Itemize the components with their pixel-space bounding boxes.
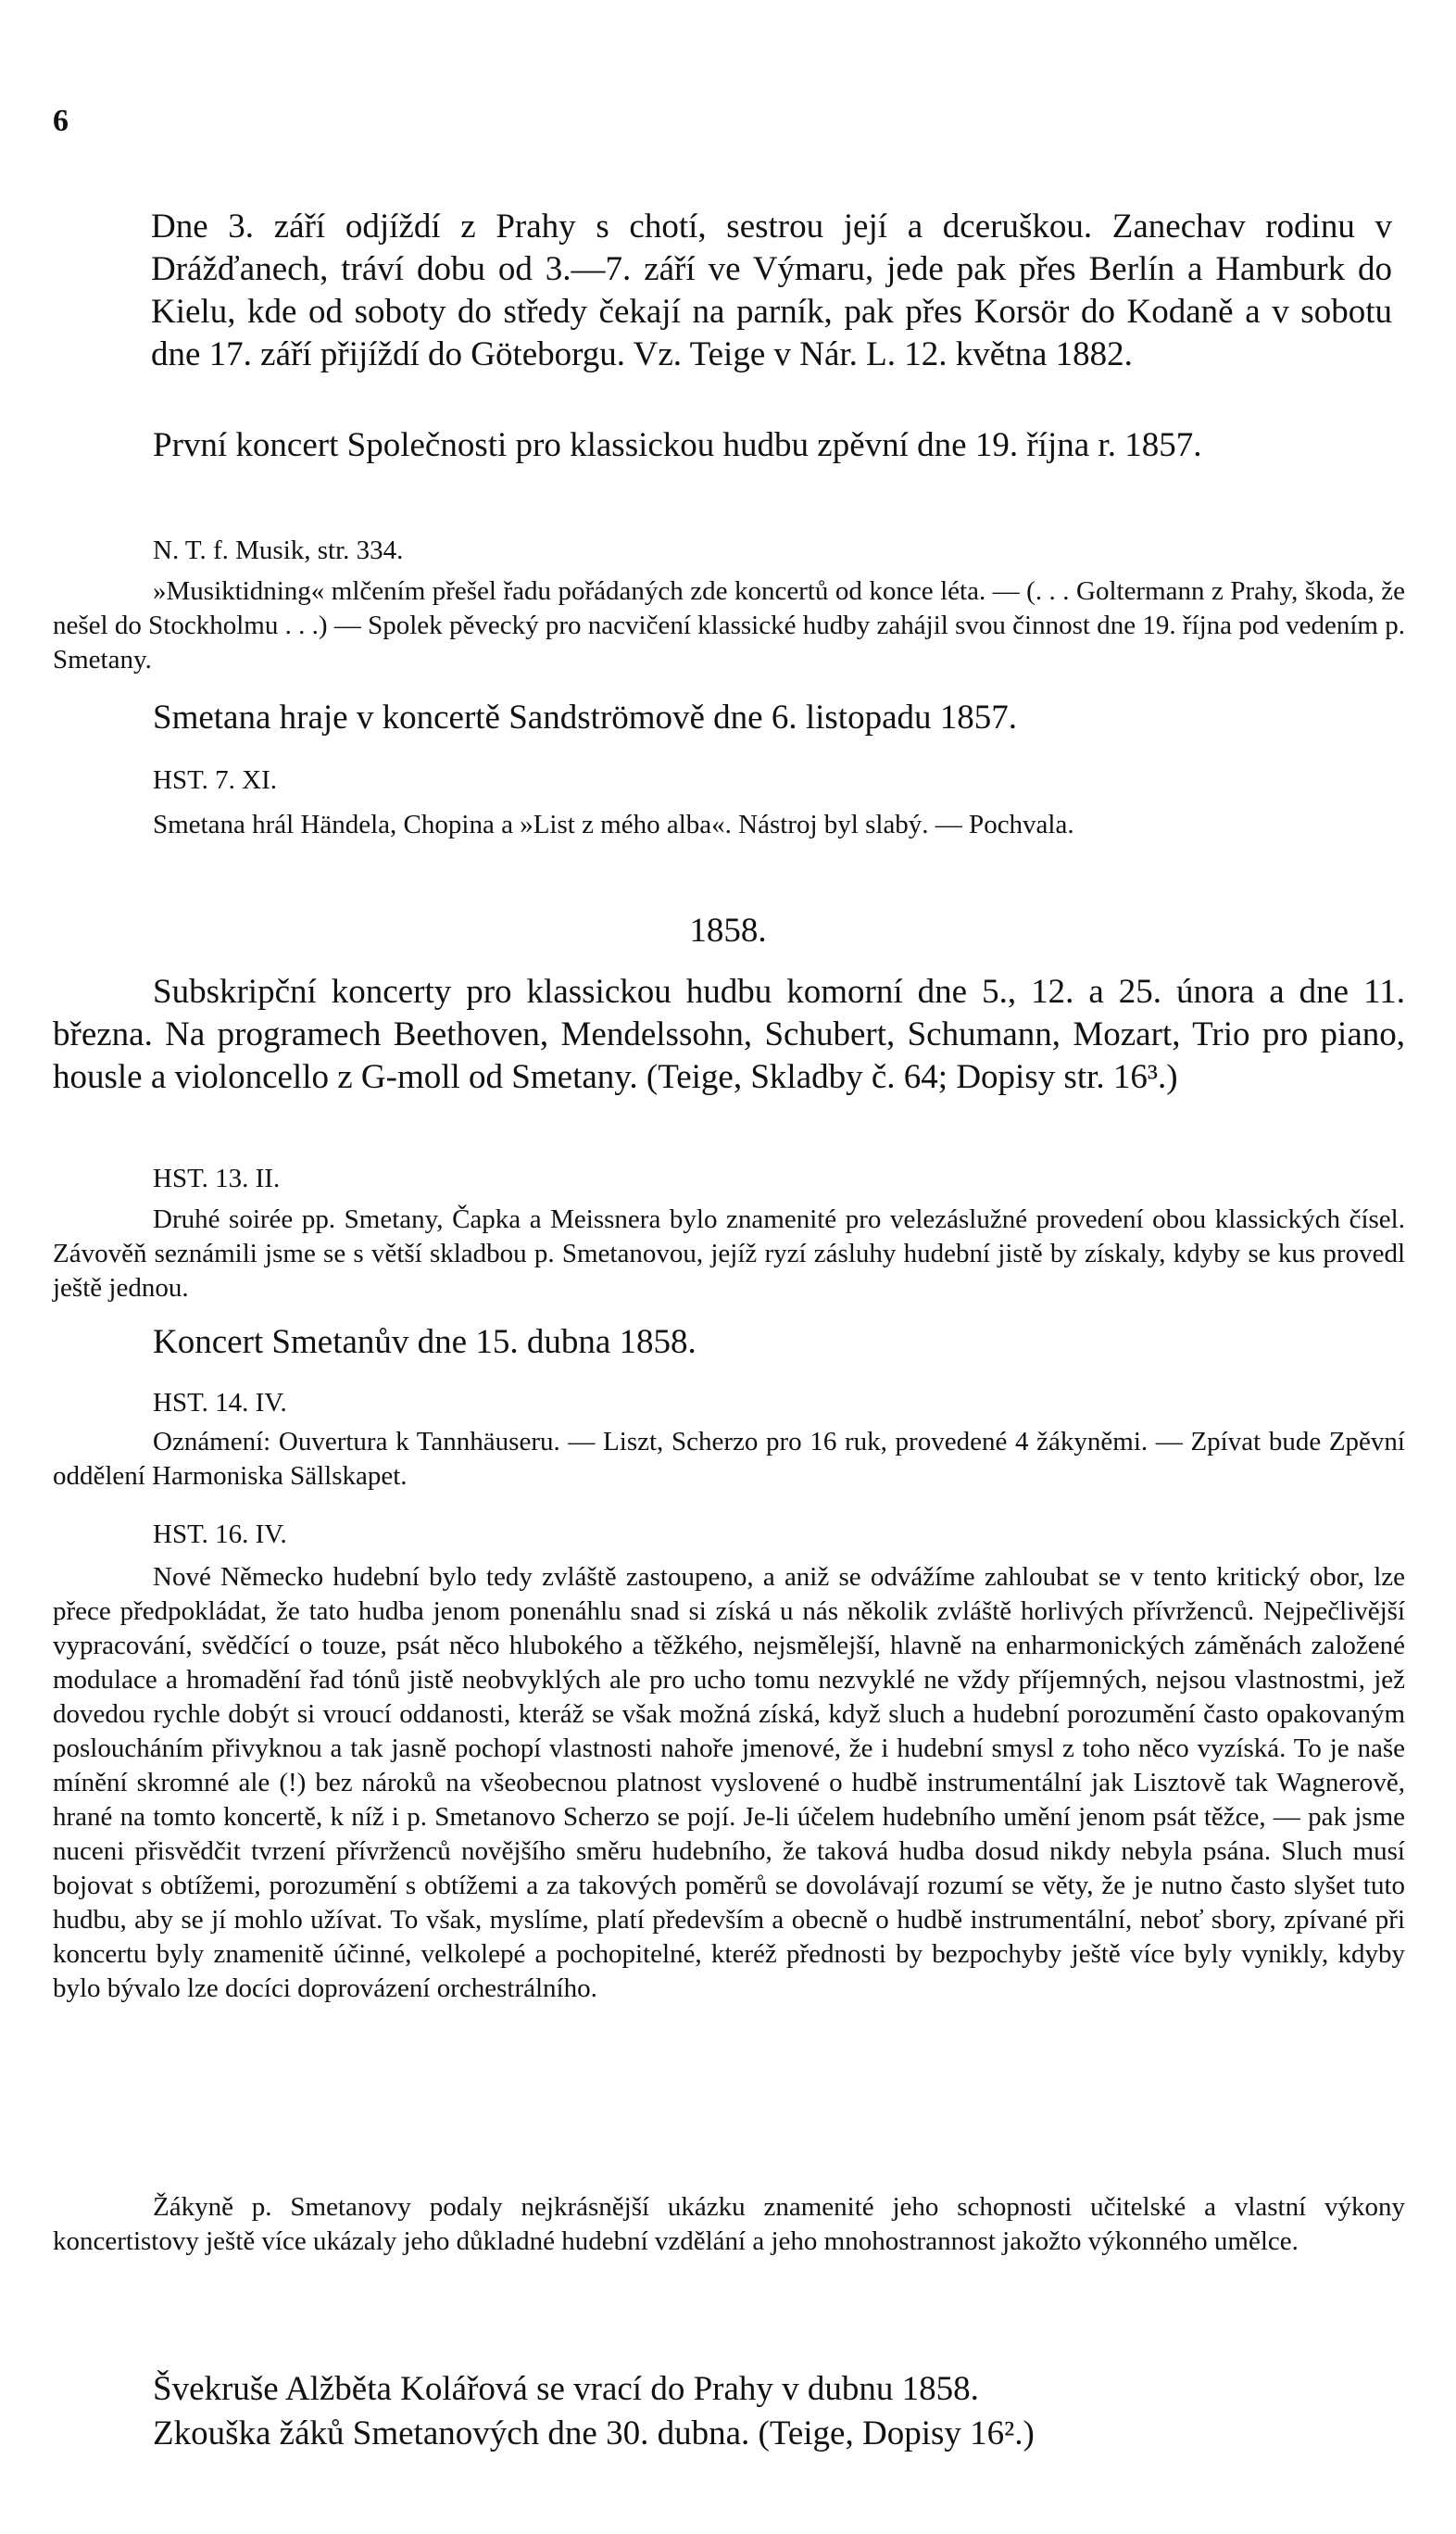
source-ref-ntf-musik: N. T. f. Musik, str. 334. (153, 536, 404, 565)
quote-pupils-review: Žákyně p. Smetanovy podaly nejkrásnější ukázku znamenité jeho schopnosti učitelské a vlastní výkony koncertistovy ještě více ukázaly jeho důkladné hudební vzdělání a jeho mnohostrannost jakožto výkonného umělce. (53, 2192, 1405, 2256)
source-ref-hst-7-xi: HST. 7. XI. (153, 765, 277, 795)
page-number: 6 (53, 104, 69, 138)
quote-handel-chopin: Smetana hrál Händela, Chopina a »List z mého alba«. Nástroj byl slabý. — Pochvala. (153, 810, 1074, 839)
paragraph-first-concert: První koncert Společnosti pro klassickou hudbu zpěvní dne 19. října r. 1857. (153, 426, 1202, 464)
paragraph-sandstrom-concert: Smetana hraje v koncertě Sandströmově dne 6. listopadu 1857. (153, 699, 1018, 737)
source-ref-hst-16-iv: HST. 16. IV. (153, 1519, 287, 1549)
quote-second-soiree: Druhé soirée pp. Smetany, Čapka a Meissnera bylo znamenité pro velezáslužné provedení obou klassických čísel. Závověň seznámili jsme se s větší skladbou p. Smetanovou, jejíž ryzí zásluhy hudební jistě by získaly, kdyby se kus provedl ještě jednou. (53, 1204, 1405, 1303)
quote-new-germany-review: Nové Německo hudební bylo tedy zvláště zastoupeno, a aniž se odvážíme zahloubat se v tento kritický obor, lze přece předpokládat, že tato hudba jenom ponenáhlu snad si získá u nás několik zvláště horlivých přívrženců. Nejpečlivější vypracování, svědčící o touze, psát něco hlubokého a těžkého, nejsmělejší, hlavně na enharmonických záměnách založené modulace a hromadění řad tónů jistě neobvyklých ale pro ucho tomu nezvyklé ne vždy příjemných, nejsou vlastnostmi, jež dovedou rychle dobýt si vroucí oddanosti, kteráž se však možná získá, když sluch a hudební porozumění často opakovaným posloucháním přivyknou a tak jasně pochopí vlastnosti nahoře jmenové, že i hudební smysl z toho něco vyzíská. To je naše mínění skromné ale (!) bez nároků na všeobecnou platnost vyslovené o hudbě instrumentální jak Lisztově tak Wagnerově, hrané na tomto koncertě, k níž i p. Smetanovo Scherzo se pojí. Je-li účelem hudebního umění jenom psát těžce, — pak jsme nuceni přisvědčit tvrzení přívrženců novějšího směru hudebního, že taková hudba dosud nikdy nebyla psána. Sluch musí bojovat s obtížemi, porozumění s obtížemi a za takových poměrů se dovolávají rozumí se věty, že je nutno často slyšet tuto hudbu, aby se jí mohlo užívat. To však, myslíme, platí především a obecně o hudbě instrumentální, neboť sbory, zpívané při koncertu byly znamenitě účinné, velkolepé a pochopitelné, kteréž přednosti by bezpochyby ještě více byly vynikly, kdyby bylo bývalo lze docíci doprovázení orchestrálního. (53, 1562, 1405, 2003)
paragraph-subscription-concerts: Subskripční koncerty pro klassickou hudbu komorní dne 5., 12. a 25. února a dne 11. března. Na programech Beethoven, Mendelssohn, Schubert, Schumann, Mozart, Trio pro piano, housle a violoncello z G-moll od Smetany. (Teige, Skladby č. 64; Dopisy str. 16³.) (53, 973, 1405, 1096)
quote-musiktidning: »Musiktidning« mlčením přešel řadu pořádaných zde koncertů od konce léta. — (. . . Goltermann z Prahy, škoda, že nešel do Stockholmu . . .) — Spolek pěvecký pro nacvičení klassické hudby zahájil svou činnost dne 19. října pod vedením p. Smetany. (53, 576, 1405, 674)
paragraph-pupils-exam: Zkouška žáků Smetanových dne 30. dubna. (Teige, Dopisy 16².) (153, 2414, 1035, 2452)
paragraph-departure: Dne 3. září odjíždí z Prahy s chotí, sestrou její a dceruškou. Zanechav rodinu v Drážďanech, tráví dobu od 3.—7. září ve Výmaru, jede pak přes Berlín a Hamburk do Kielu, kde od soboty do středy čekají na parník, pak přes Korsör do Kodaně a v sobotu dne 17. září přijíždí do Göteborgu. Vz. Teige v Nár. L. 12. května 1882. (151, 208, 1392, 373)
paragraph-smetana-concert: Koncert Smetanův dne 15. dubna 1858. (153, 1323, 697, 1361)
paragraph-mother-in-law: Švekruše Alžběta Kolářová se vrací do Prahy v dubnu 1858. (153, 2370, 979, 2408)
source-ref-hst-13-ii: HST. 13. II. (153, 1164, 281, 1193)
quote-announcement: Oznámení: Ouvertura k Tannhäuseru. — Liszt, Scherzo pro 16 ruk, provedené 4 žákyněmi. — Zpívat bude Zpěvní oddělení Harmoniska Sällskapet. (53, 1427, 1405, 1491)
year-heading: 1858. (689, 912, 767, 950)
source-ref-hst-14-iv: HST. 14. IV. (153, 1388, 287, 1418)
